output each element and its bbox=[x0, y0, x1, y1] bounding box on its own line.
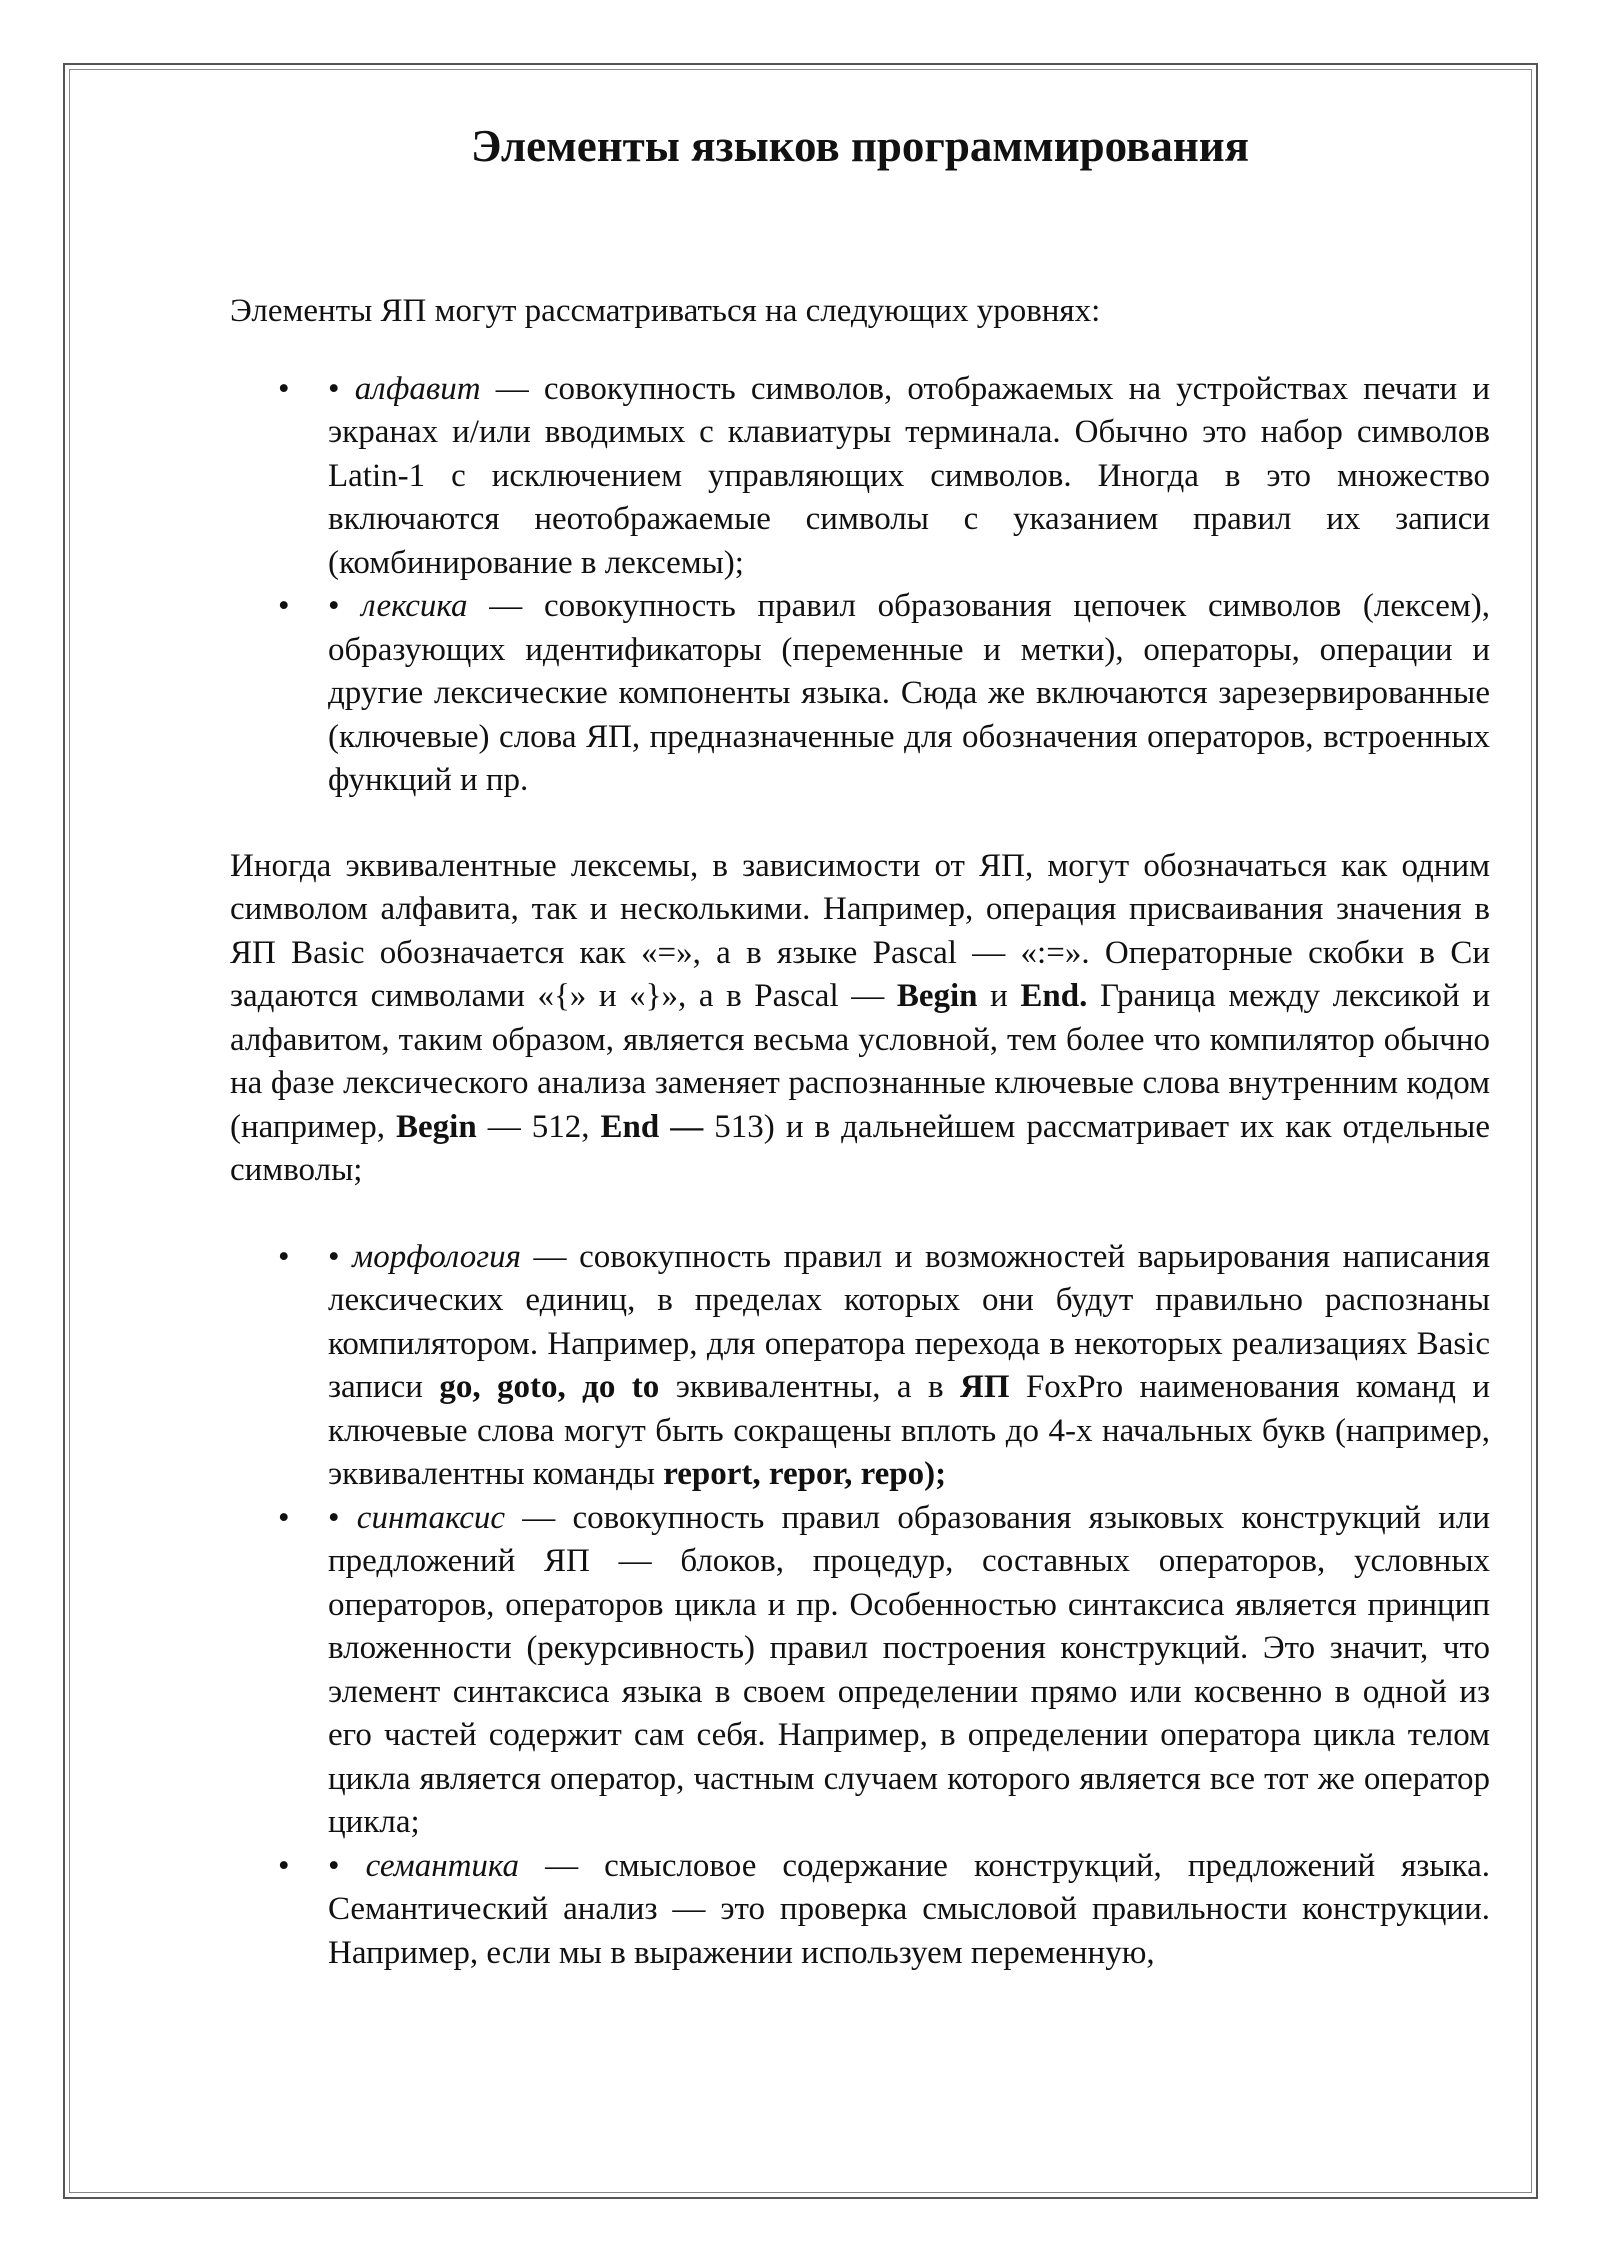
definition-lexicon: — совокупность правил образования цепочек символов (лексем), образующих идентификаторы (переменные и метки), операторы, операции и другие лексические компоненты языка. Сюда же включаются зарезервированные (ключевые) слова ЯП, предназначенные для обозначения операторов, встроенных функций и пр. bbox=[328, 588, 1490, 798]
inline-bullet: • bbox=[328, 1499, 357, 1536]
term-semantics: семантика bbox=[365, 1847, 520, 1884]
keyword-begin-code: Begin bbox=[396, 1108, 477, 1145]
bullet-marker: • bbox=[278, 370, 290, 407]
list-item-syntax bbox=[230, 1497, 1490, 1845]
bullet-marker: • bbox=[278, 1499, 290, 1536]
inline-bullet: • bbox=[328, 1847, 366, 1884]
list-item-morphology bbox=[230, 1236, 1490, 1497]
inline-bullet: • bbox=[328, 1238, 353, 1275]
definition-semantics: — смысловое содержание конструкций, предложений языка. Семантический анализ — это проверка смысловой правильности конструкции. Например, если мы в выражении используем переменную, bbox=[328, 1847, 1490, 1971]
document-body bbox=[230, 290, 1490, 1975]
levels-list-first bbox=[230, 368, 1490, 803]
term-lexicon: лексика bbox=[361, 588, 468, 624]
keyword-end: End. bbox=[1020, 978, 1088, 1014]
list-item-lexicon bbox=[230, 585, 1490, 803]
intro-paragraph: Элементы ЯП могут рассматриваться на следующих уровнях: bbox=[230, 293, 1101, 329]
middle-paragraph bbox=[230, 845, 1490, 1193]
term-morphology: морфология bbox=[352, 1238, 521, 1275]
keyword-goto: go, goto, до to bbox=[439, 1369, 660, 1405]
text-run: 513) и в дальнейшем рассматривает их как отдельные символы; bbox=[230, 1108, 1491, 1188]
text-run: — совокупность правил и возможностей варьирования написания лексических единиц, в пределах которых они будут правильно распознаны компилятором. Например, для оператора перехода в некоторых реализациях Basic записи bbox=[328, 1238, 1490, 1405]
keyword-begin: Begin bbox=[896, 978, 978, 1014]
page-title: Элементы языков программирования bbox=[470, 121, 1250, 171]
keyword-yap: ЯП bbox=[960, 1369, 1010, 1405]
text-run: и bbox=[977, 978, 1021, 1014]
bullet-marker: • bbox=[278, 1847, 290, 1884]
list-item-alphabet bbox=[230, 368, 1490, 586]
definition-syntax: — совокупность правил образования языковых конструкций или предложений ЯП — блоков, процедур, составных операторов, условных операторов, операторов цикла и пр. Особенностью синтаксиса является принцип вложенности (рекурсивность) правил построения конструкций. Это значит, что элемент синтаксиса языка в своем определении прямо или косвенно в одной из его частей содержит сам себя. Например, в определении оператора цикла телом цикла является оператор, частным случаем которого является все тот же оператор цикла; bbox=[328, 1499, 1490, 1840]
term-alphabet: алфавит bbox=[354, 370, 481, 407]
bullet-marker: • bbox=[278, 1238, 290, 1275]
inline-bullet: • bbox=[328, 370, 355, 407]
term-syntax: синтаксис bbox=[356, 1499, 506, 1536]
text-run: — 512, bbox=[476, 1108, 601, 1145]
levels-list-second bbox=[230, 1236, 1490, 1976]
bullet-marker: • bbox=[278, 588, 290, 624]
inline-bullet: • bbox=[328, 588, 362, 624]
list-item-semantics bbox=[230, 1845, 1490, 1976]
keyword-report: report, repor, repo); bbox=[663, 1456, 947, 1492]
text-run: Иногда эквивалентные лексемы, в зависимости от ЯП, могут обозначаться как одним символом алфавита, так и несколькими. Например, операция присваивания значения в ЯП Basic обозначается как «=», а в языке Pascal — «:=». Операторные скобки в Си задаются символами «{» и «}», а в Pascal — bbox=[230, 847, 1490, 1014]
text-run: Граница между лексикой и алфавитом, таким образом, является весьма условной, тем более что компилятор обычно на фазе лексического анализа заменяет распознанные ключевые слова внутренним кодом (например, bbox=[230, 978, 1490, 1145]
keyword-end-code: End — bbox=[600, 1108, 704, 1145]
text-run: эквивалентны, а в bbox=[659, 1369, 961, 1405]
text-run: FoxPro наименования команд и ключевые слова могут быть сокращены вплоть до 4-х начальных букв (например, эквивалентны команды bbox=[328, 1369, 1491, 1492]
definition-alphabet: — совокупность символов, отображаемых на устройствах печати и экранах и/или вводимых с клавиатуры терминала. Обычно это набор символов Latin-1 с исключением управляющих символов. Иногда в это множество включаются неотображаемые символы с указанием правил их записи (комбинирование в лексемы); bbox=[328, 370, 1490, 581]
